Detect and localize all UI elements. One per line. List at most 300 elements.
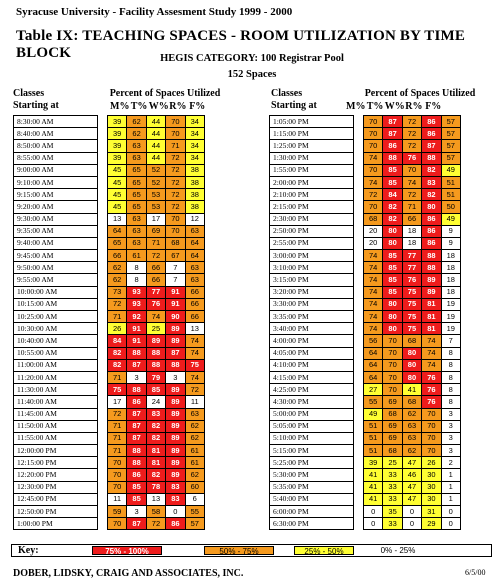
gap-cell — [354, 128, 364, 140]
gap-cell — [98, 445, 108, 457]
percent-cell: 9 — [441, 225, 460, 237]
percent-cell: 72 — [108, 298, 127, 310]
percent-cell: 72 — [146, 250, 165, 262]
gap-cell — [354, 164, 364, 176]
time-cell: 12:15:00 PM — [14, 457, 98, 469]
percent-cell: 74 — [185, 335, 204, 347]
percent-cell: 80 — [383, 311, 402, 323]
percent-cell: 9 — [441, 237, 460, 249]
time-cell: 12:50:00 PM — [14, 506, 98, 518]
percent-cell: 66 — [185, 311, 204, 323]
time-cell: 6:00:00 PM — [270, 506, 354, 518]
gap-cell — [354, 152, 364, 164]
gap-cell — [98, 384, 108, 396]
percent-cell: 57 — [185, 518, 204, 530]
percent-cell: 11 — [185, 396, 204, 408]
percent-cell: 80 — [402, 347, 421, 359]
percent-cell: 86 — [127, 396, 146, 408]
percent-cell: 87 — [127, 432, 146, 444]
percent-cell: 8 — [127, 274, 146, 286]
percent-cell: 90 — [166, 311, 185, 323]
percent-cell: 18 — [402, 237, 421, 249]
percent-cell: 80 — [422, 201, 441, 213]
percent-cell: 91 — [127, 335, 146, 347]
key-yellow-range: 25% - 50% — [294, 546, 354, 555]
table-row — [270, 384, 461, 396]
percent-cell: 49 — [441, 213, 460, 225]
percent-cell: 1 — [441, 481, 460, 493]
percent-cell: 62 — [402, 408, 421, 420]
percent-cell: 83 — [146, 408, 165, 420]
percent-cell: 51 — [364, 420, 383, 432]
percent-cell: 68 — [166, 237, 185, 249]
table-row — [270, 432, 461, 444]
percent-cell: 88 — [422, 262, 441, 274]
table-row — [270, 152, 461, 164]
percent-cell: 68 — [364, 213, 383, 225]
percent-cell: 33 — [383, 469, 402, 481]
percent-cell: 18 — [441, 286, 460, 298]
percent-cell: 18 — [402, 225, 421, 237]
percent-cell: 70 — [108, 518, 127, 530]
percent-cell: 66 — [108, 250, 127, 262]
percent-cell: 8 — [441, 371, 460, 383]
percent-cell: 80 — [383, 323, 402, 335]
time-cell: 10:30:00 AM — [14, 323, 98, 335]
gap-cell — [354, 371, 364, 383]
percent-cell: 74 — [364, 274, 383, 286]
percent-cell: 83 — [422, 176, 441, 188]
percent-cell: 26 — [422, 457, 441, 469]
percent-cell: 70 — [364, 128, 383, 140]
gap-cell — [354, 347, 364, 359]
table-row — [14, 152, 205, 164]
time-cell: 9:15:00 AM — [14, 189, 98, 201]
table-row — [14, 396, 205, 408]
time-cell: 5:05:00 PM — [270, 420, 354, 432]
percent-cell: 62 — [108, 274, 127, 286]
table-row — [270, 311, 461, 323]
table-row — [270, 457, 461, 469]
percent-cell: 62 — [127, 128, 146, 140]
percent-cell: 8 — [441, 359, 460, 371]
percent-cell: 61 — [185, 457, 204, 469]
percent-cell: 70 — [166, 213, 185, 225]
time-cell: 2:00:00 PM — [270, 176, 354, 188]
time-cell: 3:15:00 PM — [270, 274, 354, 286]
table-row — [270, 335, 461, 347]
percent-cell: 93 — [127, 298, 146, 310]
percent-cell: 26 — [108, 323, 127, 335]
percent-cell: 86 — [166, 518, 185, 530]
table-row — [14, 250, 205, 262]
percent-cell: 74 — [422, 359, 441, 371]
time-cell: 5:25:00 PM — [270, 457, 354, 469]
percent-cell: 81 — [146, 445, 165, 457]
percent-cell: 57 — [441, 116, 460, 128]
percent-cell: 55 — [185, 506, 204, 518]
percent-cell: 70 — [364, 116, 383, 128]
gap-cell — [98, 164, 108, 176]
table-row — [270, 176, 461, 188]
table-row — [14, 237, 205, 249]
time-cell: 9:35:00 AM — [14, 225, 98, 237]
gap-cell — [98, 420, 108, 432]
percent-cell: 41 — [402, 384, 421, 396]
percent-cell: 51 — [364, 432, 383, 444]
percent-cell: 68 — [383, 408, 402, 420]
percent-cell: 72 — [166, 189, 185, 201]
percent-cell: 3 — [127, 506, 146, 518]
gap-cell — [98, 152, 108, 164]
table-row — [14, 481, 205, 493]
gap-cell — [98, 347, 108, 359]
percent-cell: 39 — [108, 116, 127, 128]
table-row — [14, 420, 205, 432]
classes-heading-left — [13, 88, 59, 112]
percent-cell: 33 — [383, 481, 402, 493]
table-row — [270, 274, 461, 286]
gap-cell — [354, 359, 364, 371]
percent-cell: 63 — [185, 408, 204, 420]
percent-cell: 76 — [422, 384, 441, 396]
percent-cell: 63 — [127, 213, 146, 225]
percent-cell: 72 — [108, 408, 127, 420]
gap-cell — [98, 457, 108, 469]
time-cell: 1:00:00 PM — [14, 518, 98, 530]
table-row — [270, 323, 461, 335]
percent-cell: 63 — [185, 274, 204, 286]
percent-cell: 59 — [108, 506, 127, 518]
gap-cell — [98, 518, 108, 530]
gap-cell — [354, 323, 364, 335]
gap-cell — [354, 481, 364, 493]
time-cell: 4:00:00 PM — [270, 335, 354, 347]
percent-cell: 13 — [108, 213, 127, 225]
percent-cell: 74 — [364, 262, 383, 274]
table-row — [270, 506, 461, 518]
table-row — [270, 493, 461, 505]
percent-cell: 27 — [364, 384, 383, 396]
percent-cell: 86 — [422, 116, 441, 128]
table-row — [270, 396, 461, 408]
percent-cell: 74 — [364, 323, 383, 335]
percent-cell: 76 — [422, 396, 441, 408]
time-cell: 5:30:00 PM — [270, 469, 354, 481]
percent-cell: 87 — [383, 116, 402, 128]
percent-cell: 3 — [441, 432, 460, 444]
gap-cell — [354, 432, 364, 444]
table-row — [270, 225, 461, 237]
table-row — [270, 481, 461, 493]
percent-cell: 87 — [127, 518, 146, 530]
gap-cell — [98, 225, 108, 237]
gap-cell — [98, 335, 108, 347]
percent-cell: 68 — [402, 335, 421, 347]
percent-cell: 72 — [402, 140, 421, 152]
percent-cell: 88 — [146, 347, 165, 359]
time-cell: 4:05:00 PM — [270, 347, 354, 359]
time-cell: 11:50:00 AM — [14, 420, 98, 432]
percent-cell: 0 — [364, 518, 383, 530]
table-row — [270, 164, 461, 176]
percent-cell: 80 — [402, 371, 421, 383]
table-row — [14, 116, 205, 128]
day-headings-right — [346, 101, 443, 112]
percent-cell: 1 — [441, 493, 460, 505]
percent-cell: 64 — [185, 250, 204, 262]
time-cell: 3:10:00 PM — [270, 262, 354, 274]
gap-cell — [98, 189, 108, 201]
percent-cell: 39 — [108, 140, 127, 152]
color-key — [11, 544, 492, 557]
time-cell: 9:20:00 AM — [14, 201, 98, 213]
percent-cell: 39 — [108, 128, 127, 140]
percent-cell: 3 — [441, 408, 460, 420]
gap-cell — [354, 201, 364, 213]
percent-cell: 30 — [422, 469, 441, 481]
key-red-range: 75% - 100% — [92, 546, 162, 555]
gap-cell — [98, 408, 108, 420]
percent-cell: 8 — [441, 384, 460, 396]
table-row — [14, 493, 205, 505]
percent-cell: 73 — [108, 286, 127, 298]
time-cell: 5:10:00 PM — [270, 432, 354, 444]
percent-cell: 82 — [146, 420, 165, 432]
percent-cell: 65 — [127, 201, 146, 213]
percent-cell: 41 — [364, 469, 383, 481]
percent-cell: 71 — [402, 201, 421, 213]
percent-cell: 89 — [166, 384, 185, 396]
day-heading: R% — [405, 101, 423, 112]
percent-cell: 64 — [364, 371, 383, 383]
table-row — [270, 201, 461, 213]
percent-cell: 84 — [108, 335, 127, 347]
percent-cell: 69 — [146, 225, 165, 237]
percent-cell: 77 — [402, 262, 421, 274]
key-orange-range: 50% - 75% — [204, 546, 274, 555]
time-cell: 12:00:00 PM — [14, 445, 98, 457]
percent-cell: 85 — [127, 493, 146, 505]
percent-cell: 85 — [127, 481, 146, 493]
percent-cell: 62 — [127, 116, 146, 128]
percent-cell: 66 — [185, 298, 204, 310]
gap-cell — [354, 140, 364, 152]
percent-cell: 17 — [146, 213, 165, 225]
percent-cell: 72 — [402, 116, 421, 128]
percent-cell: 85 — [383, 286, 402, 298]
time-cell: 10:15:00 AM — [14, 298, 98, 310]
gap-cell — [354, 384, 364, 396]
percent-cell: 60 — [185, 481, 204, 493]
percent-cell: 18 — [441, 274, 460, 286]
table-row — [14, 347, 205, 359]
percent-cell: 87 — [166, 347, 185, 359]
percent-cell: 46 — [402, 469, 421, 481]
percent-cell: 66 — [402, 213, 421, 225]
utilization-table-right — [269, 115, 461, 530]
percent-cell: 0 — [402, 506, 421, 518]
percent-cell: 76 — [422, 371, 441, 383]
time-cell: 1:05:00 PM — [270, 116, 354, 128]
percent-cell: 82 — [422, 164, 441, 176]
time-cell: 4:25:00 PM — [270, 384, 354, 396]
gap-cell — [354, 445, 364, 457]
table-row — [270, 250, 461, 262]
percent-cell: 30 — [422, 481, 441, 493]
percent-cell: 57 — [441, 128, 460, 140]
percent-cell: 41 — [364, 481, 383, 493]
gap-cell — [354, 250, 364, 262]
percent-cell: 70 — [364, 201, 383, 213]
percent-cell: 62 — [185, 469, 204, 481]
gap-cell — [98, 262, 108, 274]
percent-cell: 70 — [383, 384, 402, 396]
percent-cell: 82 — [146, 469, 165, 481]
percent-cell: 71 — [108, 432, 127, 444]
percent-cell: 63 — [185, 262, 204, 274]
percent-cell: 89 — [166, 469, 185, 481]
percent-cell: 13 — [146, 493, 165, 505]
day-heading: M% — [346, 101, 366, 112]
percent-cell: 20 — [364, 237, 383, 249]
gap-cell — [98, 311, 108, 323]
percent-cell: 41 — [364, 493, 383, 505]
percent-cell: 45 — [108, 176, 127, 188]
percent-cell: 85 — [383, 274, 402, 286]
day-heading: F% — [425, 101, 442, 112]
day-headings-left — [110, 101, 207, 112]
percent-cell: 53 — [146, 189, 165, 201]
percent-cell: 29 — [422, 518, 441, 530]
space-count: 152 Spaces — [227, 69, 277, 80]
table-row — [270, 469, 461, 481]
time-cell: 9:00:00 AM — [14, 164, 98, 176]
percent-cell: 70 — [108, 469, 127, 481]
day-heading: M% — [110, 101, 130, 112]
percent-cell: 70 — [108, 457, 127, 469]
gap-cell — [98, 481, 108, 493]
percent-cell: 72 — [166, 201, 185, 213]
hegis-category: HEGIS CATEGORY: 100 Registrar Pool — [160, 53, 344, 64]
table-row — [14, 335, 205, 347]
time-cell: 10:55:00 AM — [14, 347, 98, 359]
percent-cell: 63 — [127, 140, 146, 152]
gap-cell — [98, 493, 108, 505]
percent-cell: 84 — [383, 189, 402, 201]
gap-cell — [98, 213, 108, 225]
table-row — [270, 371, 461, 383]
time-cell: 6:30:00 PM — [270, 518, 354, 530]
percent-cell: 88 — [166, 359, 185, 371]
percent-cell: 75 — [402, 286, 421, 298]
percent-cell: 76 — [402, 152, 421, 164]
gap-cell — [98, 323, 108, 335]
percent-cell: 83 — [166, 481, 185, 493]
percent-cell: 24 — [146, 396, 165, 408]
percent-cell: 83 — [166, 493, 185, 505]
percent-cell: 75 — [185, 359, 204, 371]
percent-cell: 74 — [402, 176, 421, 188]
gap-cell — [354, 518, 364, 530]
gap-cell — [98, 286, 108, 298]
gap-cell — [354, 262, 364, 274]
percent-cell: 75 — [402, 298, 421, 310]
percent-cell: 57 — [441, 152, 460, 164]
percent-cell: 6 — [185, 493, 204, 505]
percent-cell: 72 — [166, 176, 185, 188]
percent-cell: 33 — [383, 493, 402, 505]
gap-cell — [98, 128, 108, 140]
percent-cell: 77 — [402, 250, 421, 262]
percent-cell: 91 — [166, 286, 185, 298]
percent-cell: 70 — [422, 420, 441, 432]
time-cell: 10:25:00 AM — [14, 311, 98, 323]
table-row — [270, 445, 461, 457]
percent-cell: 62 — [185, 420, 204, 432]
table-row — [14, 457, 205, 469]
percent-cell: 87 — [422, 140, 441, 152]
percent-cell: 72 — [402, 128, 421, 140]
gap-cell — [354, 298, 364, 310]
time-cell: 9:45:00 AM — [14, 250, 98, 262]
percent-cell: 75 — [402, 311, 421, 323]
percent-cell: 68 — [383, 445, 402, 457]
time-cell: 2:50:00 PM — [270, 225, 354, 237]
percent-cell: 82 — [422, 189, 441, 201]
gap-cell — [98, 237, 108, 249]
gap-cell — [98, 201, 108, 213]
percent-cell: 70 — [166, 128, 185, 140]
percent-cell: 88 — [146, 359, 165, 371]
starting-at-label: Starting at — [13, 100, 59, 111]
percent-cell: 34 — [185, 128, 204, 140]
table-row — [14, 128, 205, 140]
gap-cell — [354, 189, 364, 201]
percent-cell: 78 — [146, 481, 165, 493]
table-row — [14, 262, 205, 274]
time-cell: 3:30:00 PM — [270, 298, 354, 310]
gap-cell — [354, 225, 364, 237]
percent-cell: 66 — [146, 262, 165, 274]
percent-cell: 44 — [146, 116, 165, 128]
percent-cell: 31 — [422, 506, 441, 518]
table-row — [270, 213, 461, 225]
percent-cell: 76 — [146, 298, 165, 310]
percent-cell: 44 — [146, 128, 165, 140]
percent-cell: 49 — [364, 408, 383, 420]
table-row — [14, 323, 205, 335]
percent-cell: 75 — [108, 384, 127, 396]
percent-cell: 49 — [441, 164, 460, 176]
percent-cell: 70 — [422, 408, 441, 420]
percent-cell: 92 — [127, 311, 146, 323]
gap-cell — [354, 396, 364, 408]
percent-cell: 44 — [146, 140, 165, 152]
percent-cell: 69 — [383, 396, 402, 408]
gap-cell — [98, 274, 108, 286]
percent-cell: 89 — [166, 335, 185, 347]
percent-cell: 85 — [383, 262, 402, 274]
time-cell: 12:30:00 PM — [14, 481, 98, 493]
table-row — [270, 237, 461, 249]
percent-cell: 70 — [402, 164, 421, 176]
percent-cell: 86 — [383, 140, 402, 152]
percent-cell: 62 — [108, 262, 127, 274]
gap-cell — [98, 432, 108, 444]
gap-cell — [98, 250, 108, 262]
percent-cell: 34 — [185, 116, 204, 128]
